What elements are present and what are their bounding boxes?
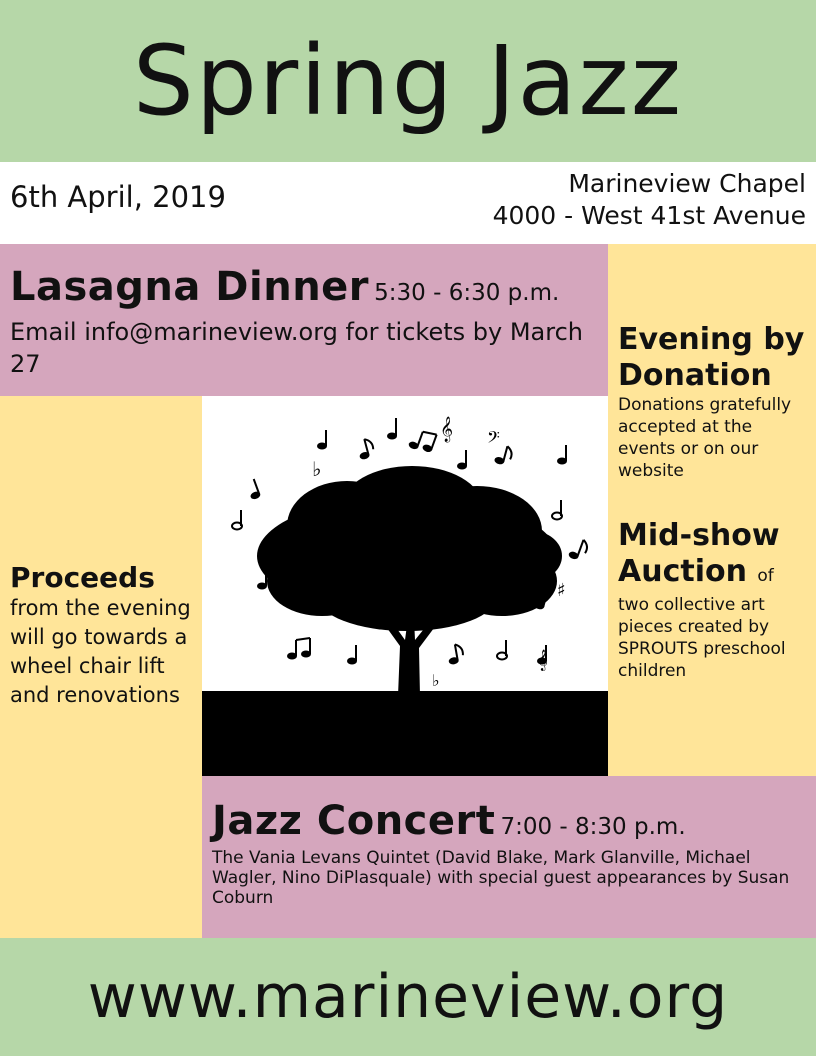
proceeds-body: from the evening will go towards a wheel chair lift and renovations — [10, 596, 191, 707]
auction-section — [618, 518, 808, 682]
lasagna-time: 5:30 - 6:30 p.m. — [374, 280, 560, 306]
concert-description: The Vania Levans Quintet (David Blake, Mark Glanville, Michael Wagler, Nino DiPlasquale) with special guest appearances by Susan Coburn — [212, 848, 790, 908]
lasagna-description: Email info@marineview.org for tickets by March 27 — [10, 318, 583, 378]
svg-text:♯: ♯ — [330, 480, 339, 501]
svg-text:♭: ♭ — [312, 457, 322, 481]
auction-heading-line — [618, 518, 808, 594]
footer — [0, 938, 816, 1056]
event-date: 6th April, 2019 — [10, 180, 226, 214]
auction-of: of — [757, 566, 774, 586]
donation-heading: Evening by Donation — [618, 322, 805, 393]
auction-body: two collective art pieces created by SPROUTS preschool children — [618, 595, 786, 681]
lasagna-title: Lasagna Dinner — [10, 264, 370, 310]
music-tree-image — [202, 396, 608, 776]
svg-text:♯: ♯ — [267, 545, 276, 566]
svg-text:𝄢: 𝄢 — [487, 427, 500, 451]
page-title: Spring Jazz — [132, 25, 684, 137]
auction-heading: Mid-show Auction — [618, 518, 780, 589]
concert-title: Jazz Concert — [212, 798, 496, 844]
right-column — [608, 244, 816, 776]
svg-text:𝄞: 𝄞 — [440, 417, 454, 442]
donation-body: Donations gratefully accepted at the events or on our website — [618, 395, 792, 481]
jazz-concert-section — [202, 776, 816, 938]
proceeds-heading: Proceeds — [10, 561, 155, 594]
venue-address: 4000 - West 41st Avenue — [492, 201, 806, 230]
venue-name: Marineview Chapel — [568, 169, 806, 198]
website-url: www.marineview.org — [87, 962, 729, 1032]
svg-text:𝄞: 𝄞 — [537, 650, 548, 671]
music-tree-icon — [202, 396, 608, 776]
left-column — [0, 396, 202, 938]
venue — [493, 168, 806, 232]
svg-text:♭: ♭ — [432, 671, 440, 690]
concert-time: 7:00 - 8:30 p.m. — [500, 814, 686, 840]
svg-text:♯: ♯ — [557, 580, 566, 601]
lasagna-dinner-section — [0, 244, 608, 396]
